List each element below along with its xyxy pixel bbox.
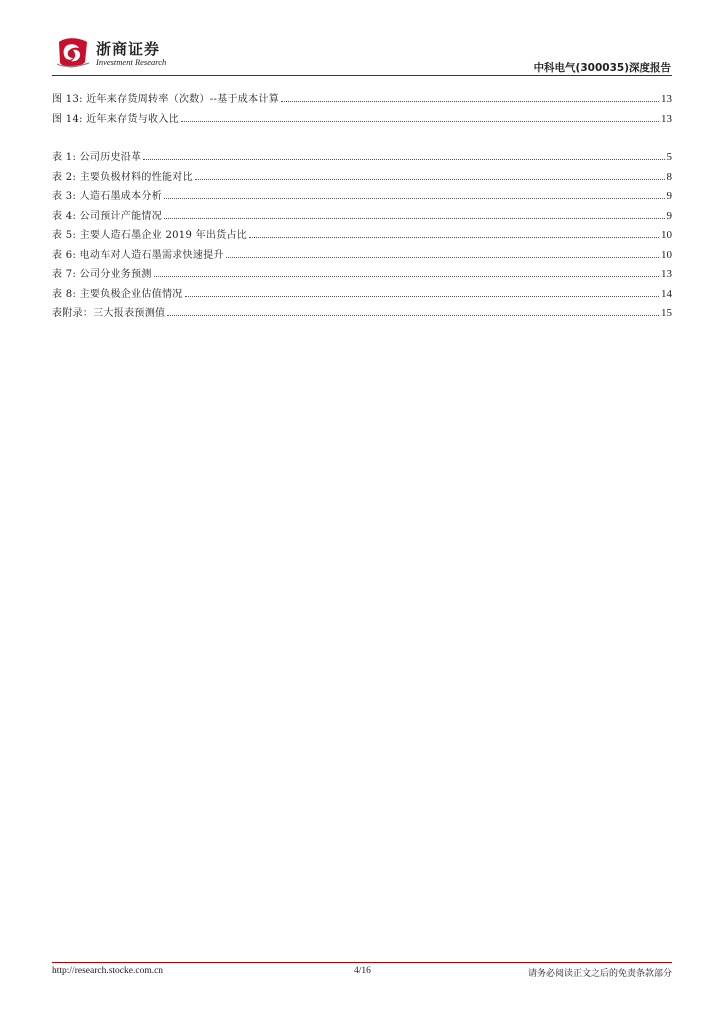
logo-english-name: Investment Research — [96, 57, 167, 67]
brand-logo — [55, 36, 205, 70]
toc-entry-label: 表 6: 电动车对人造石墨需求快速提升 — [52, 249, 224, 261]
toc-leader-dots — [181, 120, 659, 122]
toc-entry-label: 表 8: 主要负极企业估值情况 — [52, 288, 183, 300]
toc-leader-dots — [164, 197, 665, 199]
figure-list — [52, 90, 672, 129]
toc-leader-dots — [195, 178, 665, 180]
toc-leader-dots — [167, 314, 659, 316]
footer-website-link[interactable]: http://research.stocke.com.cn — [52, 966, 164, 976]
toc-entry-page: 10 — [661, 248, 672, 261]
footer-page-number: 4/16 — [354, 966, 371, 976]
toc-entry[interactable] — [52, 285, 672, 305]
toc-entry-page: 9 — [666, 209, 672, 222]
toc-entry-label: 表 4: 公司预计产能情况 — [52, 210, 162, 222]
toc-entry[interactable] — [52, 304, 672, 324]
toc-entry-page: 10 — [661, 229, 672, 241]
toc-entry[interactable] — [52, 226, 672, 246]
toc-leader-dots — [249, 236, 659, 238]
toc-entry[interactable] — [52, 90, 672, 110]
page-footer — [52, 966, 672, 980]
toc-entry-label: 表 2: 主要负极材料的性能对比 — [52, 171, 193, 183]
toc-entry-page: 5 — [666, 151, 672, 163]
zheshang-logo-icon — [55, 36, 91, 70]
toc-entry[interactable] — [52, 148, 672, 168]
toc-leader-dots — [143, 158, 664, 160]
footer-divider — [52, 962, 672, 963]
toc-entry-page: 14 — [661, 287, 672, 300]
toc-entry-page: 8 — [666, 170, 672, 183]
toc-leader-dots — [281, 100, 659, 102]
toc-entry-label: 表附录：三大报表预测值 — [52, 308, 166, 319]
toc-entry[interactable] — [52, 265, 672, 285]
toc-leader-dots — [154, 275, 659, 277]
toc-entry-label: 图 13: 近年来存货周转率（次数）--基于成本计算 — [52, 94, 280, 105]
toc-leader-dots — [185, 295, 659, 297]
toc-entry-label: 表 5: 主要人造石墨企业 2019 年出货占比 — [52, 230, 248, 241]
toc-entry[interactable] — [52, 110, 672, 130]
toc-entry[interactable] — [52, 187, 672, 207]
table-list — [52, 148, 672, 324]
header-divider — [52, 75, 672, 76]
toc-entry-page: 15 — [661, 307, 672, 319]
toc-entry-label: 图 14: 近年来存货与收入比 — [52, 113, 179, 125]
toc-entry[interactable] — [52, 246, 672, 266]
footer-disclaimer: 请务必阅读正文之后的免责条款部分 — [527, 969, 672, 979]
toc-entry-page: 13 — [661, 112, 672, 125]
toc-entry-label: 表 1: 公司历史沿革 — [52, 152, 142, 163]
toc-entry-page: 9 — [666, 190, 672, 202]
toc-leader-dots — [226, 256, 659, 258]
toc-entry[interactable] — [52, 168, 672, 188]
toc-entry-page: 13 — [661, 268, 672, 280]
toc-entry-page: 13 — [661, 93, 672, 105]
toc-entry-label: 表 3: 人造石墨成本分析 — [52, 191, 162, 202]
table-of-contents — [52, 90, 672, 324]
toc-leader-dots — [164, 217, 665, 219]
toc-entry[interactable] — [52, 207, 672, 227]
report-title: 中科电气(300035)深度报告 — [533, 62, 671, 74]
toc-entry-label: 表 7: 公司分业务预测 — [52, 269, 152, 280]
logo-chinese-name: 浙商证券 — [96, 40, 161, 58]
